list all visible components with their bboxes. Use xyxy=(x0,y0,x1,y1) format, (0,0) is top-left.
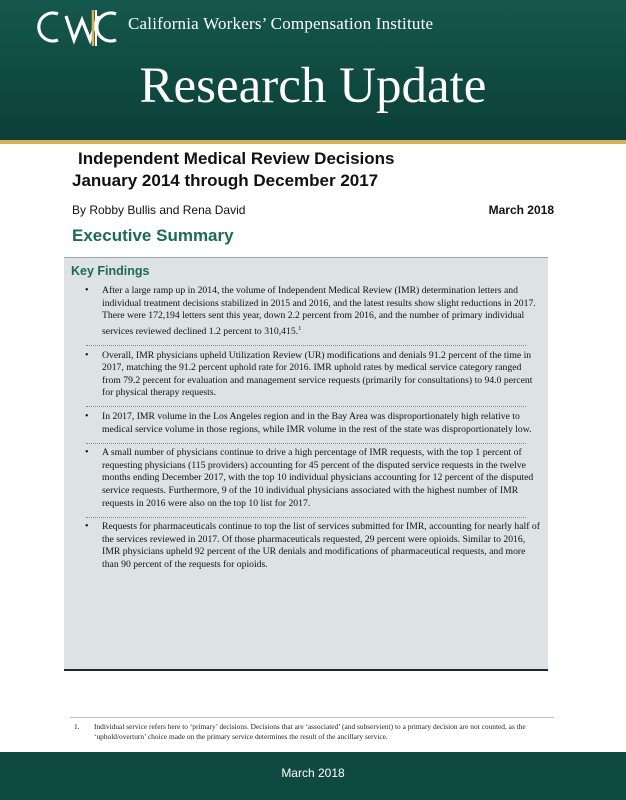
organization-name: California Workers’ Compensation Institute xyxy=(128,14,434,33)
authors: By Robby Bullis and Rena David xyxy=(72,203,246,217)
finding-separator xyxy=(86,345,526,346)
finding-text: Overall, IMR physicians upheld Utilization Review (UR) modifications and denials 91.2 percent of the time in 2017, matching the 91.2 percent uphold rate for 2016. IMR uphold rates by medical service category ranged from 79.2 percent for evaluation and management service requests (primarily for consultations) to 94.0 percent for physical therapy requests. xyxy=(102,349,533,399)
finding-separator xyxy=(86,443,526,444)
publication-date: March 2018 xyxy=(488,203,554,217)
finding-text: Requests for pharmaceuticals continue to top the list of services submitted for IMR, accounting for nearly half of the services reviewed in 2017. Of those pharmaceuticals requested, 29 percent were opioids. Similar to 2016, IMR physicians upheld 92 percent of the UR denials and modifications of pharmaceutical requests, and more than 90 percent of the requests for opioids. xyxy=(102,521,540,570)
finding-item xyxy=(102,285,542,339)
finding-text: In 2017, IMR volume in the Los Angeles region and in the Bay Area was disproportionately high relative to medical service volume in those regions, while IMR volume in the rest of the state was disproportionately low. xyxy=(102,410,532,435)
finding-item xyxy=(102,411,542,436)
key-findings-heading: Key Findings xyxy=(71,264,150,278)
document-title xyxy=(72,148,542,192)
publication-title: Research Update xyxy=(139,58,487,114)
cwci-logo xyxy=(36,6,122,48)
banner-gold-rule xyxy=(0,140,626,144)
footnote-number: 1. xyxy=(74,722,80,731)
key-findings-list xyxy=(64,285,548,583)
section-heading: Executive Summary xyxy=(72,226,234,245)
finding-separator xyxy=(86,517,526,518)
document-title-line-1: Independent Medical Review Decisions xyxy=(78,149,395,168)
finding-item xyxy=(102,447,542,510)
finding-text: After a large ramp up in 2014, the volume of Independent Medical Review (IMR) determination letters and individual treatment decisions stabilized in 2015 and 2016, and the latest results show slight reductions in 2017. There were 172,194 letters sent this year, down 2.2 percent from 2016, and the number of primary individual services reviewed declined 1.2 percent to 310,415. xyxy=(102,285,536,338)
document-title-line-2: January 2014 through December 2017 xyxy=(72,171,379,190)
footnote-divider xyxy=(70,717,554,718)
header-banner xyxy=(0,0,626,140)
finding-item xyxy=(102,350,542,400)
finding-separator xyxy=(86,406,526,407)
finding-text: A small number of physicians continue to drive a high percentage of IMR requests, with the top 1 percent of requesting physicians (115 providers) accounting for 45 percent of the disputed service requests in the twelve months ending December 2017, with the top 10 individual physicians accounting for 12 percent of the disputed service requests. Furthermore, 9 of the 10 individual physicians associated with the highest number of IMR requests in 2016 were also on the top 10 list for 2017. xyxy=(102,447,534,509)
footer-date: March 2018 xyxy=(281,766,345,780)
footnote-text: Individual service refers here to ‘primary’ decisions. Decisions that are ‘associated’ (and subservient) to a primary decision are not counted, as the ‘uphold/overturn’ choice made on the primary service determines the result of the ancillary service. xyxy=(94,722,526,741)
key-findings-panel xyxy=(64,257,548,671)
finding-item xyxy=(102,521,542,571)
footnote xyxy=(74,722,554,742)
footnote-ref[interactable]: 1 xyxy=(298,324,302,332)
